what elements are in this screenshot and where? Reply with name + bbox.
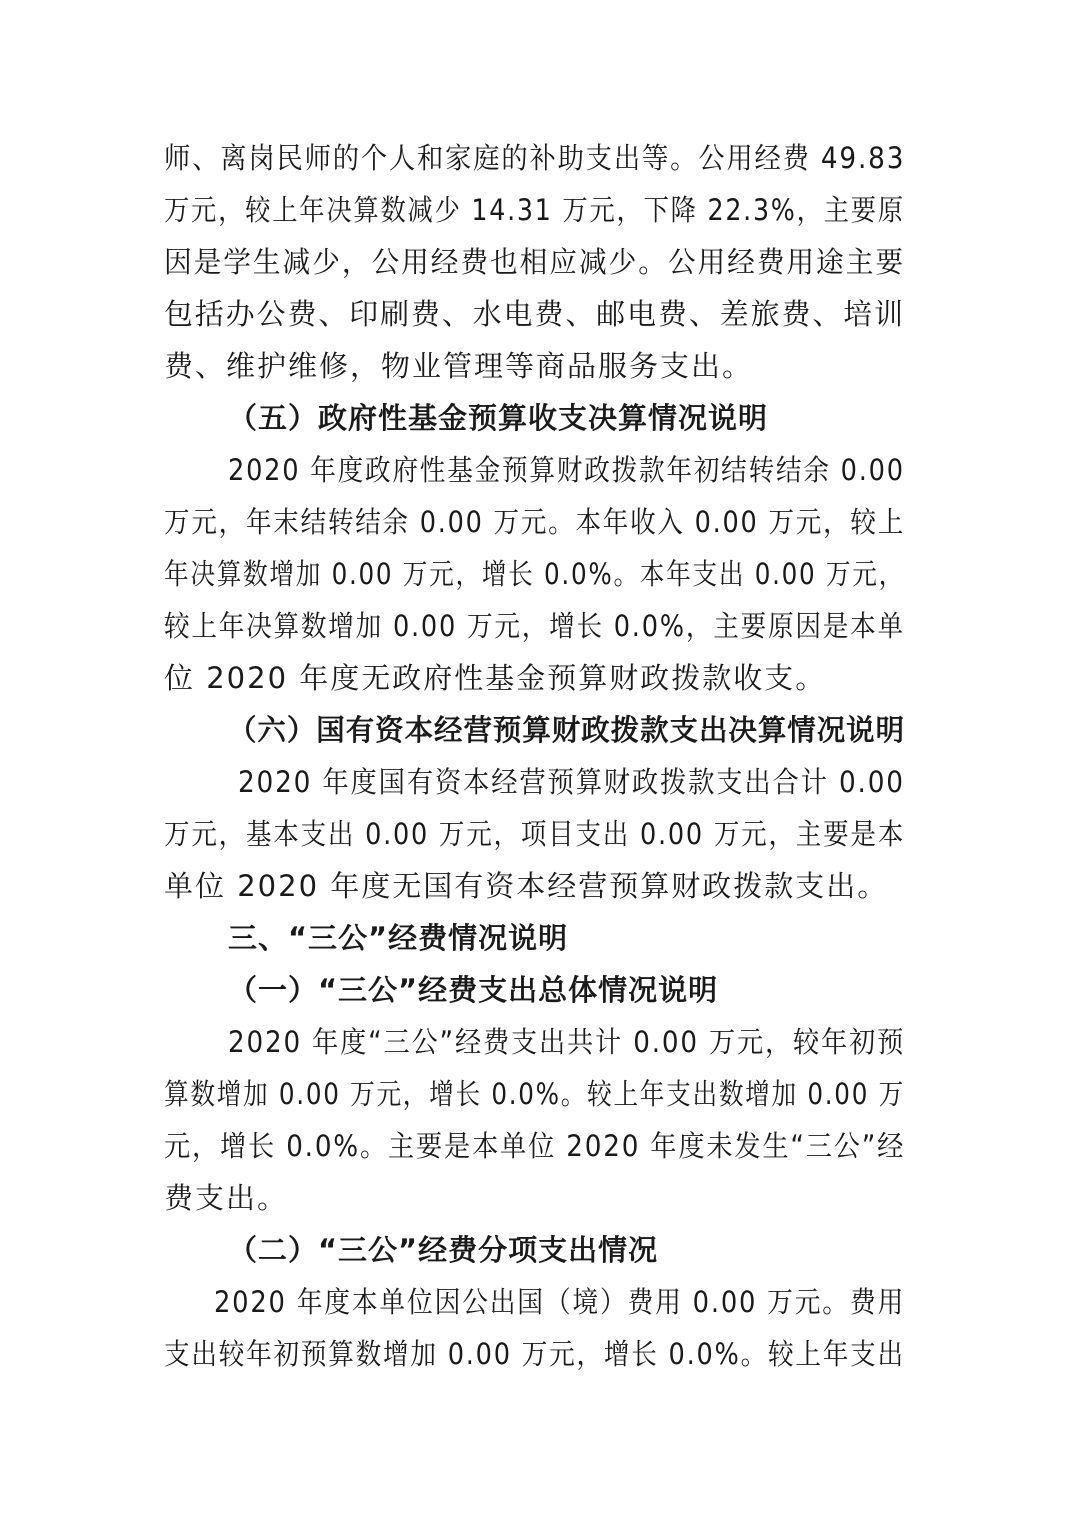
paragraph-line: 支出较年初预算数增加 0.00 万元，增长 0.0%。较上年支出 bbox=[164, 1337, 905, 1371]
paragraph-line: 2020 年度“三公”经费支出共计 0.00 万元，较年初预 bbox=[228, 1025, 906, 1059]
chapter-heading: 三、“三公”经费情况说明 bbox=[228, 921, 569, 955]
paragraph-line: 单位 2020 年度无国有资本经营预算财政拨款支出。 bbox=[164, 869, 889, 903]
paragraph-line: 2020 年度本单位因公出国（境）费用 0.00 万元。费用 bbox=[214, 1285, 906, 1319]
paragraph-line: 费支出。 bbox=[164, 1181, 289, 1215]
paragraph-line: 2020 年度政府性基金预算财政拨款年初结转结余 0.00 bbox=[228, 453, 905, 487]
paragraph-line: 万元，年末结转结余 0.00 万元。本年收入 0.00 万元，较上 bbox=[164, 505, 906, 539]
paragraph-line: 包括办公费、印刷费、水电费、邮电费、差旅费、培训 bbox=[164, 297, 906, 331]
paragraph-line: 师、离岗民师的个人和家庭的补助支出等。公用经费 49.83 bbox=[164, 141, 906, 175]
paragraph-line: 较上年决算数增加 0.00 万元，增长 0.0%，主要原因是本单 bbox=[164, 609, 905, 643]
paragraph-line: 万元，基本支出 0.00 万元，项目支出 0.00 万元，主要是本 bbox=[164, 817, 906, 851]
paragraph-line: 年决算数增加 0.00 万元，增长 0.0%。本年支出 0.00 万元， bbox=[164, 557, 905, 591]
section-heading: （五）政府性基金预算收支决算情况说明 bbox=[228, 401, 769, 435]
section-heading: （六）国有资本经营预算财政拨款支出决算情况说明 bbox=[228, 713, 906, 747]
paragraph-line: 2020 年度国有资本经营预算财政拨款支出合计 0.00 bbox=[238, 765, 905, 799]
paragraph-line: 万元，较上年决算数减少 14.31 万元，下降 22.3%，主要原 bbox=[164, 193, 905, 227]
section-heading: （二）“三公”经费分项支出情况 bbox=[228, 1233, 659, 1267]
paragraph-line: 费、维护维修，物业管理等商品服务支出。 bbox=[164, 349, 754, 383]
paragraph-line: 因是学生减少，公用经费也相应减少。公用经费用途主要 bbox=[164, 245, 905, 279]
paragraph-line: 位 2020 年度无政府性基金预算财政拨款收支。 bbox=[164, 661, 827, 695]
paragraph-line: 算数增加 0.00 万元，增长 0.0%。较上年支出数增加 0.00 万 bbox=[164, 1077, 905, 1111]
paragraph-line: 元，增长 0.0%。主要是本单位 2020 年度未发生“三公”经 bbox=[164, 1129, 906, 1163]
section-heading: （一）“三公”经费支出总体情况说明 bbox=[228, 973, 719, 1007]
